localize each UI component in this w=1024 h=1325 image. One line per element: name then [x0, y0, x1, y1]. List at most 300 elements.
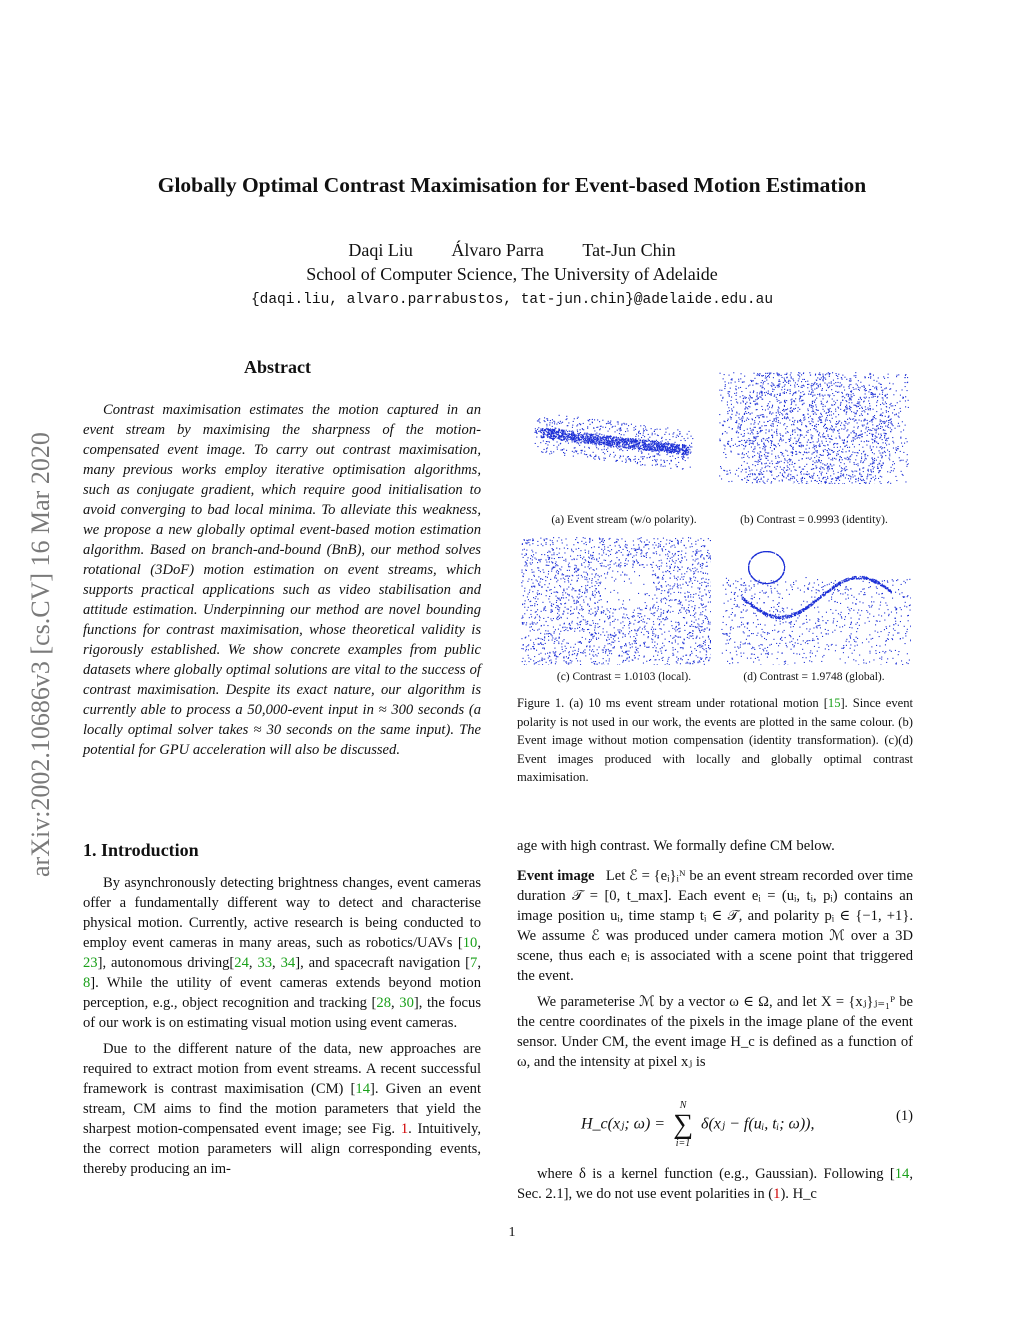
- event-point: [778, 385, 779, 386]
- event-point: [855, 375, 856, 376]
- event-point: [558, 557, 559, 558]
- event-point: [634, 427, 635, 428]
- event-point: [820, 417, 821, 418]
- event-point: [824, 383, 825, 384]
- event-point: [597, 427, 598, 428]
- event-point: [808, 458, 809, 459]
- event-point: [691, 436, 692, 437]
- event-point: [652, 567, 653, 568]
- event-point: [826, 430, 827, 431]
- event-point: [873, 409, 874, 410]
- event-point: [665, 432, 666, 433]
- event-point: [688, 452, 689, 453]
- event-point: [892, 424, 893, 425]
- event-point: [884, 451, 885, 452]
- event-point: [537, 446, 538, 447]
- event-point: [785, 384, 786, 385]
- event-point: [622, 555, 623, 556]
- event-point: [529, 592, 530, 593]
- event-point: [668, 657, 669, 658]
- event-point: [843, 387, 844, 388]
- event-point: [587, 604, 588, 605]
- event-point: [837, 386, 838, 387]
- event-point: [600, 444, 601, 445]
- event-point: [793, 443, 794, 444]
- event-point: [829, 382, 830, 383]
- event-point: [662, 449, 663, 450]
- event-point: [837, 423, 838, 424]
- event-point: [709, 557, 710, 558]
- event-point: [760, 430, 761, 431]
- event-point: [654, 431, 655, 432]
- event-point: [546, 451, 547, 452]
- event-point: [642, 464, 643, 465]
- event-point: [688, 596, 689, 597]
- event-point: [755, 417, 756, 418]
- event-point: [542, 452, 543, 453]
- event-point: [811, 458, 812, 459]
- event-point: [696, 650, 697, 651]
- event-point: [558, 629, 559, 630]
- event-point: [658, 446, 659, 447]
- event-point: [745, 446, 746, 447]
- event-point: [831, 439, 832, 440]
- event-point: [568, 439, 569, 440]
- event-point: [821, 414, 822, 415]
- event-point: [564, 439, 565, 440]
- event-point: [569, 595, 570, 596]
- event-point: [546, 425, 547, 426]
- event-point: [535, 430, 536, 431]
- event-point: [611, 424, 612, 425]
- event-point: [787, 462, 788, 463]
- event-point: [801, 446, 802, 447]
- event-point: [646, 631, 647, 632]
- event-point: [623, 441, 624, 442]
- event-point: [756, 478, 757, 479]
- event-point: [905, 386, 906, 387]
- event-point: [849, 402, 850, 403]
- event-point: [802, 478, 803, 479]
- event-point: [834, 443, 835, 444]
- event-point: [820, 422, 821, 423]
- event-point: [798, 378, 799, 379]
- event-point: [780, 433, 781, 434]
- figure-panel-a: [519, 392, 709, 504]
- event-point: [598, 579, 599, 580]
- event-point: [622, 637, 623, 638]
- event-point: [893, 448, 894, 449]
- event-point: [842, 475, 843, 476]
- event-point: [792, 421, 793, 422]
- event-point: [794, 463, 795, 464]
- event-point: [653, 621, 654, 622]
- event-point: [902, 421, 903, 422]
- event-point: [603, 443, 604, 444]
- event-point: [656, 588, 657, 589]
- event-point: [821, 403, 822, 404]
- event-point: [595, 434, 596, 435]
- event-point: [612, 443, 613, 444]
- event-point: [892, 412, 893, 413]
- event-point: [610, 443, 611, 444]
- event-point: [726, 432, 727, 433]
- event-point: [784, 400, 785, 401]
- event-point: [622, 423, 623, 424]
- event-point: [831, 481, 832, 482]
- event-point: [841, 457, 842, 458]
- event-point: [552, 426, 553, 427]
- event-point: [745, 469, 746, 470]
- event-point: [570, 660, 571, 661]
- event-point: [810, 423, 811, 424]
- event-point: [899, 457, 900, 458]
- event-point: [706, 579, 707, 580]
- event-point: [863, 467, 864, 468]
- event-point: [801, 478, 802, 479]
- event-point: [879, 383, 880, 384]
- event-point: [546, 544, 547, 545]
- event-point: [673, 449, 674, 450]
- event-point: [807, 471, 808, 472]
- event-point: [785, 409, 786, 410]
- event-point: [885, 426, 886, 427]
- event-point: [873, 375, 874, 376]
- event-point: [748, 466, 749, 467]
- event-point: [874, 467, 875, 468]
- event-point: [762, 395, 763, 396]
- event-point: [885, 422, 886, 423]
- event-point: [702, 629, 703, 630]
- event-point: [851, 454, 852, 455]
- event-point: [750, 474, 751, 475]
- event-point: [729, 396, 730, 397]
- event-point: [882, 426, 883, 427]
- event-point: [585, 443, 586, 444]
- event-point: [709, 657, 710, 658]
- event-point: [592, 655, 593, 656]
- event-point: [776, 446, 777, 447]
- event-point: [536, 559, 537, 560]
- event-point: [792, 434, 793, 435]
- event-point: [579, 594, 580, 595]
- event-point: [556, 432, 557, 433]
- event-point: [522, 554, 523, 555]
- event-point: [588, 447, 589, 448]
- event-point: [793, 380, 794, 381]
- event-point: [661, 647, 662, 648]
- event-point: [683, 450, 684, 451]
- event-point: [655, 433, 656, 434]
- event-point: [854, 452, 855, 453]
- event-point: [821, 466, 822, 467]
- event-point: [599, 440, 600, 441]
- event-point: [864, 397, 865, 398]
- event-point: [782, 377, 783, 378]
- event-point: [622, 450, 623, 451]
- event-point: [627, 653, 628, 654]
- event-point: [896, 414, 897, 415]
- event-point: [588, 420, 589, 421]
- event-point: [856, 384, 857, 385]
- event-point: [619, 433, 620, 434]
- event-point: [617, 444, 618, 445]
- event-point: [684, 607, 685, 608]
- event-point: [827, 452, 828, 453]
- event-point: [755, 427, 756, 428]
- event-point: [793, 393, 794, 394]
- event-point: [599, 434, 600, 435]
- event-point: [822, 478, 823, 479]
- event-point: [854, 427, 855, 428]
- event-point: [852, 419, 853, 420]
- event-point: [665, 619, 666, 620]
- event-point: [707, 627, 708, 628]
- event-point: [703, 643, 704, 644]
- event-point: [779, 445, 780, 446]
- event-point: [581, 596, 582, 597]
- event-point: [761, 425, 762, 426]
- event-point: [612, 647, 613, 648]
- event-point: [854, 432, 855, 433]
- event-point: [879, 450, 880, 451]
- event-point: [667, 460, 668, 461]
- event-point: [541, 430, 542, 431]
- event-point: [552, 422, 553, 423]
- event-point: [592, 419, 593, 420]
- event-point: [869, 421, 870, 422]
- event-point: [849, 385, 850, 386]
- event-point: [686, 583, 687, 584]
- event-point: [549, 453, 550, 454]
- event-point: [550, 544, 551, 545]
- event-point: [697, 581, 698, 582]
- event-point: [741, 418, 742, 419]
- event-point: [778, 455, 779, 456]
- event-point: [821, 441, 822, 442]
- event-point: [684, 447, 685, 448]
- event-point: [890, 483, 891, 484]
- event-point: [760, 471, 761, 472]
- event-point: [782, 435, 783, 436]
- event-point: [884, 388, 885, 389]
- event-point: [797, 475, 798, 476]
- event-point: [849, 399, 850, 400]
- event-point: [814, 462, 815, 463]
- event-point: [605, 458, 606, 459]
- event-point: [590, 443, 591, 444]
- event-point: [618, 442, 619, 443]
- event-point: [852, 396, 853, 397]
- event-point: [571, 438, 572, 439]
- event-point: [876, 429, 877, 430]
- event-point: [838, 414, 839, 415]
- event-point: [858, 387, 859, 388]
- event-point: [755, 440, 756, 441]
- event-point: [736, 386, 737, 387]
- event-point: [870, 394, 871, 395]
- event-point: [675, 451, 676, 452]
- event-point: [759, 444, 760, 445]
- event-point: [702, 614, 703, 615]
- event-point: [683, 576, 684, 577]
- event-point: [837, 478, 838, 479]
- event-point: [559, 423, 560, 424]
- event-point: [688, 457, 689, 458]
- event-point: [729, 394, 730, 395]
- event-point: [834, 483, 835, 484]
- event-point: [664, 434, 665, 435]
- event-point: [564, 630, 565, 631]
- event-point: [807, 442, 808, 443]
- event-point: [786, 418, 787, 419]
- event-point: [685, 553, 686, 554]
- event-point: [653, 606, 654, 607]
- event-point: [650, 441, 651, 442]
- event-point: [828, 445, 829, 446]
- event-point: [802, 477, 803, 478]
- event-point: [790, 438, 791, 439]
- event-point: [735, 444, 736, 445]
- event-point: [679, 444, 680, 445]
- event-point: [850, 455, 851, 456]
- event-point: [882, 397, 883, 398]
- event-point: [585, 622, 586, 623]
- event-point: [722, 433, 723, 434]
- event-point: [701, 568, 702, 569]
- event-point: [638, 622, 639, 623]
- event-point: [848, 394, 849, 395]
- event-point: [827, 415, 828, 416]
- event-point: [872, 395, 873, 396]
- event-point: [609, 568, 610, 569]
- event-point: [665, 444, 666, 445]
- event-point: [794, 386, 795, 387]
- event-point: [763, 383, 764, 384]
- event-point: [771, 395, 772, 396]
- event-point: [756, 461, 757, 462]
- event-point: [623, 549, 624, 550]
- event-point: [851, 391, 852, 392]
- event-point: [592, 540, 593, 541]
- event-point: [889, 389, 890, 390]
- event-point: [752, 464, 753, 465]
- event-point: [785, 402, 786, 403]
- event-point: [641, 452, 642, 453]
- event-point: [867, 474, 868, 475]
- event-point: [595, 436, 596, 437]
- event-point: [873, 471, 874, 472]
- event-point: [542, 428, 543, 429]
- event-point: [646, 441, 647, 442]
- event-point: [662, 634, 663, 635]
- event-point: [591, 437, 592, 438]
- event-point: [809, 406, 810, 407]
- event-point: [828, 409, 829, 410]
- event-point: [553, 451, 554, 452]
- event-point: [562, 435, 563, 436]
- event-point: [570, 614, 571, 615]
- event-point: [598, 575, 599, 576]
- event-point: [616, 445, 617, 446]
- event-point: [779, 386, 780, 387]
- event-point: [585, 620, 586, 621]
- event-point: [569, 651, 570, 652]
- event-point: [608, 438, 609, 439]
- event-point: [839, 465, 840, 466]
- event-point: [867, 431, 868, 432]
- event-point: [820, 436, 821, 437]
- event-point: [618, 539, 619, 540]
- event-point: [540, 633, 541, 634]
- event-point: [803, 394, 804, 395]
- event-point: [905, 406, 906, 407]
- event-point: [558, 431, 559, 432]
- event-point: [556, 561, 557, 562]
- event-point: [882, 403, 883, 404]
- event-point: [652, 639, 653, 640]
- event-point: [898, 412, 899, 413]
- event-point: [885, 402, 886, 403]
- event-point: [595, 442, 596, 443]
- event-point: [856, 433, 857, 434]
- event-point: [771, 393, 772, 394]
- event-point: [731, 408, 732, 409]
- event-point: [875, 435, 876, 436]
- event-point: [808, 394, 809, 395]
- event-point: [604, 437, 605, 438]
- event-point: [528, 657, 529, 658]
- event-point: [859, 415, 860, 416]
- event-point: [611, 549, 612, 550]
- event-point: [775, 445, 776, 446]
- event-point: [776, 419, 777, 420]
- event-point: [859, 470, 860, 471]
- event-point: [906, 466, 907, 467]
- event-point: [604, 635, 605, 636]
- event-point: [796, 470, 797, 471]
- event-point: [655, 629, 656, 630]
- event-point: [632, 445, 633, 446]
- event-point: [891, 403, 892, 404]
- event-point: [887, 394, 888, 395]
- event-point: [592, 422, 593, 423]
- event-point: [721, 390, 722, 391]
- event-point: [528, 579, 529, 580]
- event-point: [741, 434, 742, 435]
- event-point: [820, 454, 821, 455]
- event-point: [814, 473, 815, 474]
- event-point: [817, 442, 818, 443]
- event-point: [688, 451, 689, 452]
- event-point: [566, 661, 567, 662]
- event-point: [894, 414, 895, 415]
- event-point: [749, 444, 750, 445]
- event-point: [879, 424, 880, 425]
- event-point: [666, 450, 667, 451]
- event-point: [824, 469, 825, 470]
- event-point: [573, 456, 574, 457]
- event-point: [759, 393, 760, 394]
- event-point: [804, 403, 805, 404]
- event-point: [692, 633, 693, 634]
- event-point: [828, 395, 829, 396]
- event-point: [827, 466, 828, 467]
- event-point: [887, 377, 888, 378]
- event-point: [878, 428, 879, 429]
- event-point: [709, 597, 710, 598]
- event-point: [855, 436, 856, 437]
